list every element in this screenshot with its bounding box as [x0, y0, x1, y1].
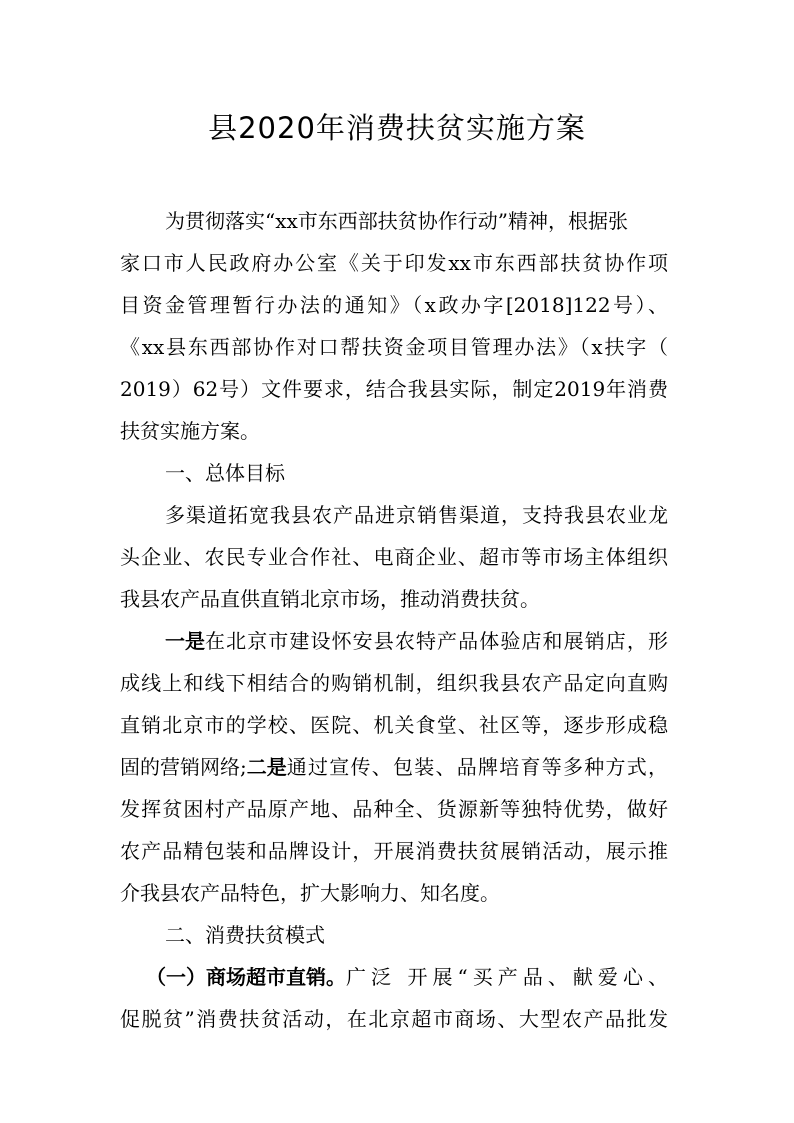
mode-one-title: （一）商场超市直销。 [146, 965, 346, 989]
intro-line-1 [165, 206, 668, 236]
section-1-p2-line-4-start: 固的营销网络; [120, 755, 247, 779]
intro-line-1-text: 为贯彻落实“xx市东西部扶贫协作行动”精神，根据张 [165, 209, 629, 233]
section-1-p2-line-4-text: 通过宣传、包装、品牌培育等多种方式， [286, 755, 668, 779]
section-1-p2-line-6: 农产品精包装和品牌设计，开展消费扶贫展销活动，展示推 [120, 839, 668, 863]
section-1-p2-line-3: 直销北京市的学校、医院、机关食堂、社区等，逐步形成稳 [120, 713, 668, 737]
intro-line-2: 家口市人民政府办公室《关于印发xx市东西部扶贫协作项 [120, 251, 668, 275]
section-1-heading: 一、总体目标 [165, 461, 285, 485]
section-2-p1-line-1 [146, 962, 668, 992]
section-1-p1-line-1: 多渠道拓宽我县农产品进京销售渠道，支持我县农业龙 [165, 503, 668, 527]
intro-line-3: 目资金管理暂行办法的通知》（x政办字[2018]122号）、 [120, 293, 668, 317]
section-2-heading: 二、消费扶贫模式 [165, 923, 325, 947]
intro-line-4: 《xx县东西部协作对口帮扶资金项目管理办法》（x扶字（ [120, 335, 668, 359]
intro-line-5: 2019）62号）文件要求，结合我县实际，制定2019年消费 [120, 377, 668, 401]
point-one-marker: 一是 [165, 629, 205, 653]
section-1-p2-line-5: 发挥贫困村产品原产地、品种全、货源新等独特优势，做好 [120, 797, 668, 821]
section-1-p2-line-1 [165, 626, 668, 656]
section-2-p1-line-1-text: 广泛 开展“买产品、献爱心、 [346, 965, 668, 989]
document-title: 县2020年消费扶贫实施方案 [208, 111, 586, 145]
section-1-p2-line-4 [120, 752, 668, 782]
point-two-marker: 二是 [246, 755, 287, 779]
section-1-p1-line-3: 我县农产品直供直销北京市场，推动消费扶贫。 [120, 587, 540, 611]
section-1-p2-line-2: 成线上和线下相结合的购销机制，组织我县农产品定向直购 [120, 671, 668, 695]
section-1-p1-line-2: 头企业、农民专业合作社、电商企业、超市等市场主体组织 [120, 545, 668, 569]
intro-line-6: 扶贫实施方案。 [120, 419, 260, 443]
section-1-p2-line-7: 介我县农产品特色，扩大影响力、知名度。 [120, 881, 500, 905]
section-2-p1-line-2: 促脱贫”消费扶贫活动，在北京超市商场、大型农产品批发 [120, 1007, 668, 1031]
section-1-p2-line-1-text: 在北京市建设怀安县农特产品体验店和展销店，形 [205, 629, 668, 653]
